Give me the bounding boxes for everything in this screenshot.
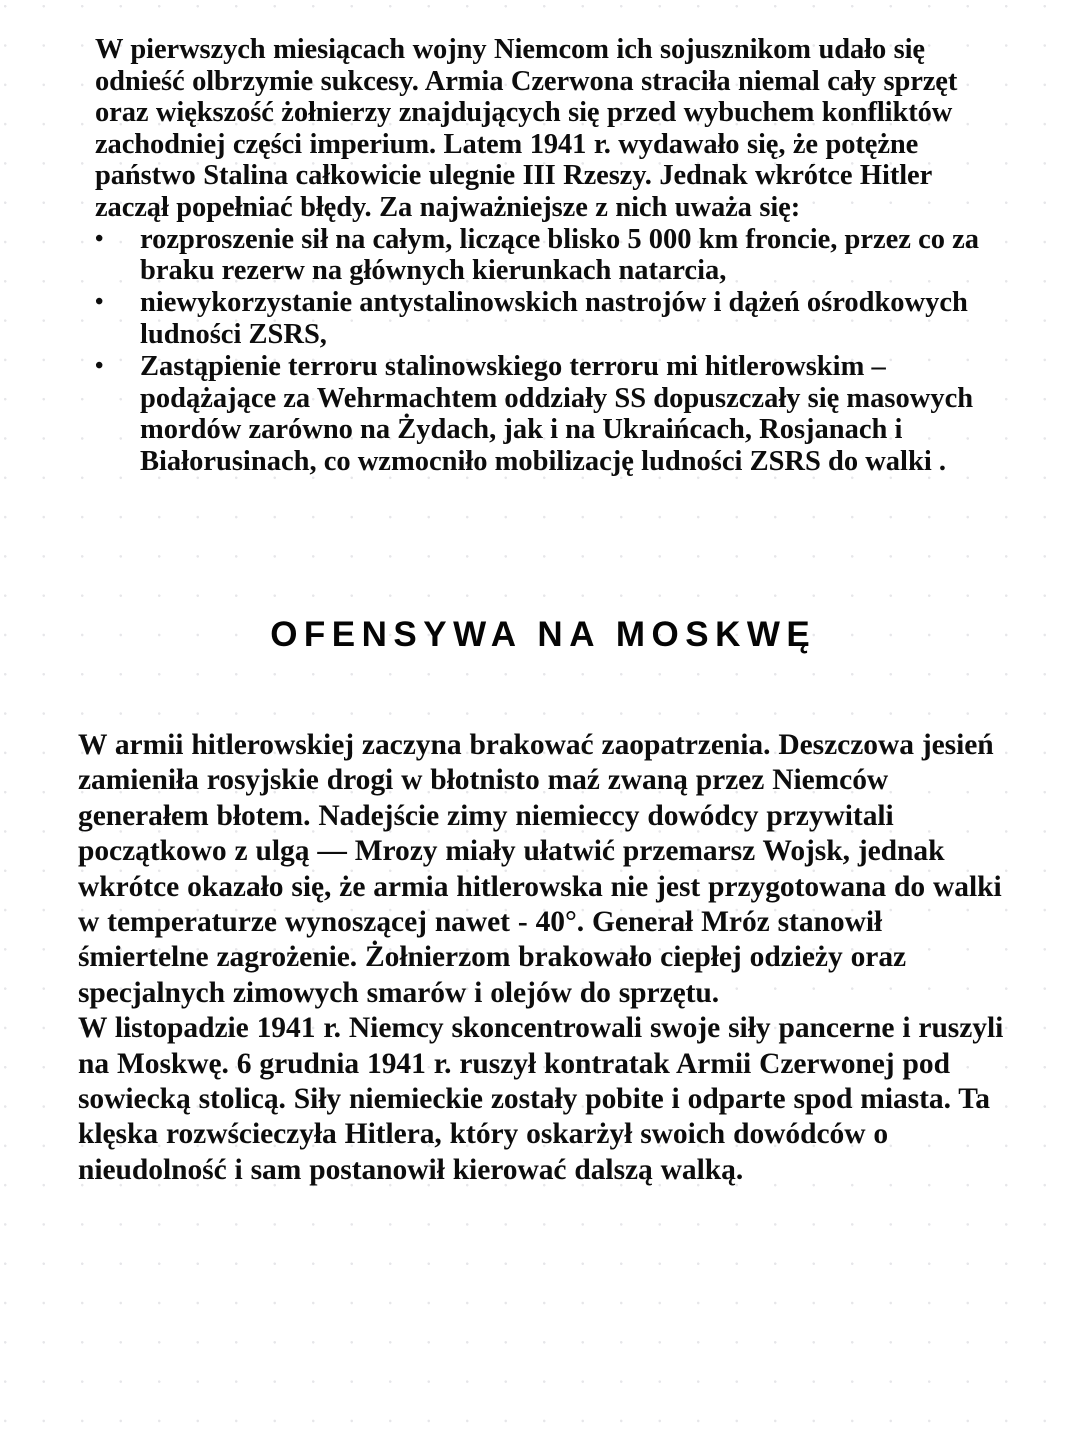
bullet-point-icon: • bbox=[95, 225, 104, 252]
causes-bullet-list bbox=[95, 224, 1000, 478]
intro-paragraph: W pierwszych miesiącach wojny Niemcom ich sojusznikom udało się odnieść olbrzymie sukcesy. Armia Czerwona straciła niemal cały sprzęt oraz większość żołnierzy znajdujących się przed wybuchem konfliktów zachodniej części imperium. Latem 1941 r. wydawało się, że potężne państwo Stalina całkowicie ulegnie III Rzeszy. Jednak wkrótce Hitler zaczął popełniać błędy. Za najważniejsze z nich uważa się: bbox=[95, 34, 958, 223]
body-paragraph-one: W armii hitlerowskiej zaczyna brakować zaopatrzenia. Deszczowa jesień zamieniła rosyjskie drogi w błotnisto maź zwaną przez Niemców generałem błotem. Nadejście zimy niemieccy dowódcy przywitali początkowo z ulgą — Mrozy miały ułatwić przemarsz Wojsk, jednak wkrótce okazało się, że armia hitlerowska nie jest przygotowana do walki w temperaturze wynoszącej nawet - 40°. Generał Mróz stanowił śmiertelne zagrożenie. Żołnierzom brakowało ciepłej odzieży oraz specjalnych zimowych smarów i olejów do sprzętu. bbox=[78, 729, 1002, 1009]
list-item-text: Zastąpienie terroru stalinowskiego terroru mi hitlerowskim – podążające za Wehrmachtem oddziały SS dopuszczały się masowych mordów zarówno na Żydach, jak i na Ukraińcach, Rosjanach i Białorusinach, co wzmocniło mobilizację ludności ZSRS do walki . bbox=[140, 350, 974, 478]
section-introduction bbox=[95, 34, 1000, 478]
section-moscow-offensive bbox=[78, 728, 1008, 1188]
list-item bbox=[95, 351, 1000, 478]
list-item-text: rozproszenie sił na całym, liczące blisko 5 000 km froncie, przez co za braku rezerw na głównych kierunkach natarcia, bbox=[140, 223, 980, 287]
bullet-point-icon: • bbox=[95, 289, 104, 316]
list-item bbox=[95, 287, 1000, 351]
body-paragraph-two: W listopadzie 1941 r. Niemcy skoncentrowali swoje siły pancerne i ruszyli na Moskwę. 6 grudnia 1941 r. ruszył kontratak Armii Czerwonej pod sowiecką stolicą. Siły niemieckie zostały pobite i odparte spod miasta. Ta klęska rozwścieczyła Hitlera, który oskarżył swoich dowódców o nieudolność i sam postanowił kierować dalszą walką. bbox=[78, 1012, 1004, 1186]
list-item bbox=[95, 224, 1000, 288]
list-item-text: niewykorzystanie antystalinowskich nastrojów i dążeń ośrodkowych ludności ZSRS, bbox=[140, 287, 968, 350]
bullet-point-icon: • bbox=[95, 352, 104, 379]
section-heading: OFENSYWA NA MOSKWĘ bbox=[270, 615, 817, 654]
